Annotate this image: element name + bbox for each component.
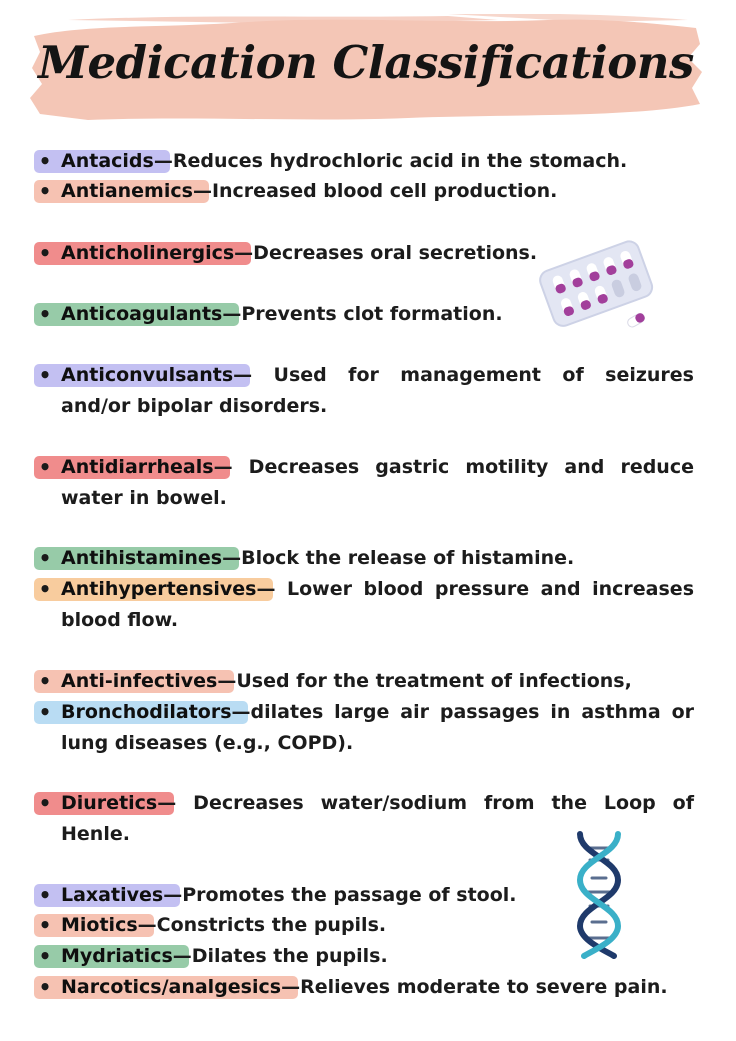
medication-description: Reduces hydrochloric acid in the stomach.	[172, 150, 628, 172]
term-separator: —	[192, 180, 212, 202]
list-item-text	[61, 880, 694, 911]
list-item-text	[61, 788, 694, 850]
term-separator: —	[256, 578, 276, 600]
list-item-text	[61, 299, 694, 330]
bullet-icon: •	[38, 363, 52, 387]
bullet-icon: •	[38, 944, 52, 968]
page-title: Medication Classifications	[38, 36, 694, 89]
medication-term: Antacids	[61, 150, 154, 172]
bullet-icon: •	[38, 302, 52, 326]
medication-description: Constricts the pupils.	[156, 914, 387, 936]
bullet-icon: •	[38, 455, 52, 479]
medication-description: dilates large air passages in asthma or lung diseases (e.g., COPD).	[61, 701, 694, 754]
term-separator: —	[217, 670, 237, 692]
medication-description: Dilates the pupils.	[191, 945, 388, 967]
list-item-text	[61, 697, 694, 759]
list-item-text	[61, 360, 694, 422]
medication-term: Narcotics/analgesics	[61, 976, 282, 998]
bullet-icon: •	[38, 577, 52, 601]
medication-description: Lower blood pressure and increases blood flow.	[61, 578, 694, 631]
bullet-icon: •	[38, 700, 52, 724]
medication-description: Used for management of seizures and/or bipolar disorders.	[61, 364, 694, 417]
bullet-icon: •	[38, 241, 52, 265]
bullet-icon: •	[38, 883, 52, 907]
term-separator: —	[222, 547, 242, 569]
medication-description: Decreases water/sodium from the Loop of Henle.	[61, 792, 694, 845]
medication-description: Increased blood cell production.	[211, 180, 558, 202]
medication-description: Decreases gastric motility and reduce water in bowel.	[61, 456, 694, 509]
medication-term: Miotics	[61, 914, 138, 936]
list-item-text	[61, 910, 694, 941]
bullet-icon: •	[38, 546, 52, 570]
list-item-text	[61, 176, 694, 207]
medication-term: Antianemics	[61, 180, 193, 202]
list-item-text	[61, 666, 694, 697]
term-separator: —	[137, 914, 157, 936]
bullet-icon: •	[38, 179, 52, 203]
bullet-icon: •	[38, 975, 52, 999]
medication-description: Decreases oral secretions.	[253, 242, 538, 264]
list-item-text	[61, 543, 694, 574]
term-separator: —	[234, 242, 254, 264]
bullet-icon: •	[38, 913, 52, 937]
title-banner	[28, 14, 704, 126]
list-item-text	[61, 452, 694, 514]
medication-description: Block the release of histamine.	[241, 547, 575, 569]
list-item-text	[61, 941, 694, 972]
medication-term: Diuretics	[61, 792, 158, 814]
medication-description: Relieves moderate to severe pain.	[300, 976, 668, 998]
term-separator: —	[163, 884, 183, 906]
term-separator: —	[157, 792, 177, 814]
term-separator: —	[153, 150, 173, 172]
term-separator: —	[231, 701, 251, 723]
medication-term: Anti-infectives	[61, 670, 218, 692]
medication-term: Mydriatics	[61, 945, 173, 967]
bullet-icon: •	[38, 149, 52, 173]
medication-term: Anticholinergics	[61, 242, 235, 264]
term-separator: —	[281, 976, 301, 998]
medication-description: Promotes the passage of stool.	[182, 884, 517, 906]
medication-term: Antihypertensives	[61, 578, 257, 600]
list-item-text	[61, 238, 694, 269]
term-separator: —	[233, 364, 253, 386]
list-item-text	[61, 146, 694, 177]
list-item-text	[61, 972, 694, 1003]
medication-term: Antihistamines	[61, 547, 223, 569]
medication-term: Antidiarrheals	[61, 456, 214, 478]
medication-term: Anticoagulants	[61, 303, 223, 325]
medication-term: Laxatives	[61, 884, 164, 906]
list-item-text	[61, 574, 694, 636]
medication-description: Prevents clot formation.	[241, 303, 503, 325]
medication-description: Used for the treatment of infections,	[236, 670, 632, 692]
term-separator: —	[213, 456, 233, 478]
bullet-icon: •	[38, 669, 52, 693]
medication-term: Bronchodilators	[61, 701, 232, 723]
term-separator: —	[222, 303, 242, 325]
term-separator: —	[172, 945, 192, 967]
medication-term: Anticonvulsants	[61, 364, 234, 386]
bullet-icon: •	[38, 791, 52, 815]
